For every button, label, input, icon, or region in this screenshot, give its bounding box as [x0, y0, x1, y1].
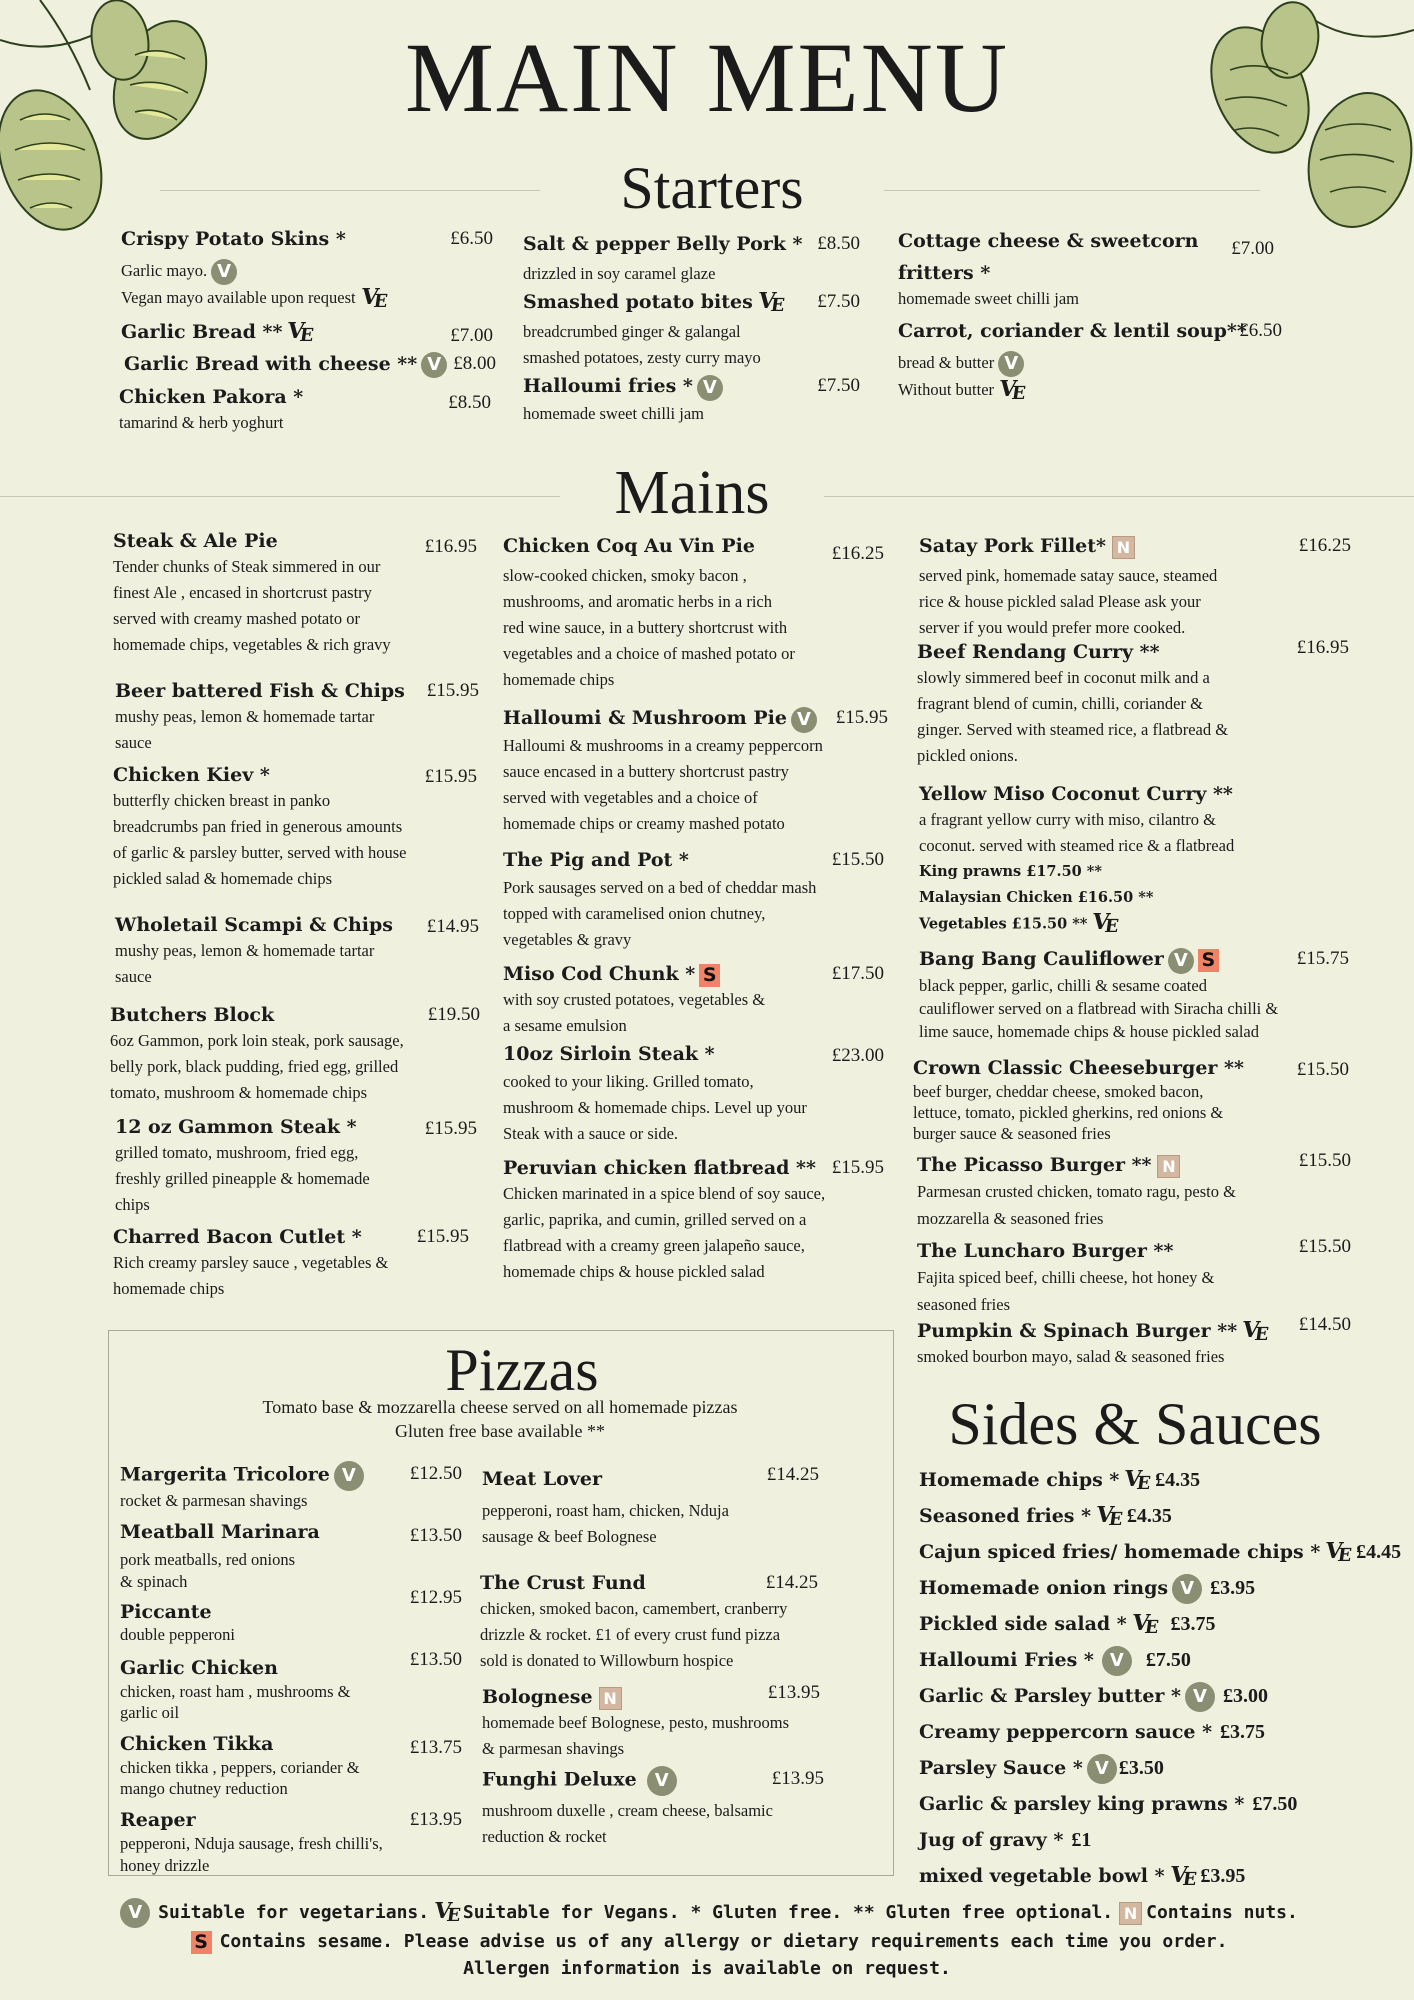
starters-heading: Starters — [540, 158, 884, 218]
menu-item: Charred Bacon Cutlet * £15.95 Rich creamy parsley sauce , vegetables & homemade chips — [113, 1226, 469, 1298]
menu-item: Bolognese N £13.95 homemade beef Bolognese, pesto, mushrooms & parmesan shavings — [482, 1682, 820, 1758]
vegan-icon: VE — [1090, 909, 1117, 937]
vegan-icon: VE — [1094, 1501, 1121, 1530]
menu-item: Crispy Potato Skins * £6.50 Garlic mayo. V Vegan mayo available upon request VE — [121, 228, 493, 312]
menu-item: Garlic Bread with cheese ** V £8.00 — [124, 351, 496, 379]
menu-item: Chicken Coq Au Vin Pie £16.25 slow-cooked chicken, smoky bacon , mushrooms, and aromatic herbs in a rich red wine sauce, in a buttery shortcrust with vegetables and a choice of mashed potato or homemade chips — [503, 535, 884, 689]
side-item: Parsley Sauce * V £3.50 — [919, 1750, 1399, 1786]
nuts-icon: N — [599, 1687, 622, 1710]
legend-line-1: V Suitable for vegetarians. VE Suitable for Vegans. * Gluten free. ** Gluten free optional. N Contains nuts. — [0, 1898, 1414, 1928]
menu-item: Chicken Tikka £13.75 chicken tikka , peppers, coriander & mango chutney reduction — [120, 1733, 462, 1798]
menu-item: Peruvian chicken flatbread ** £15.95 Chicken marinated in a spice blend of soy sauce, garlic, paprika, and cumin, grilled served on a flatbread with a creamy green jalapeño sauce, homemade chips & house pickled salad — [503, 1156, 884, 1281]
menu-item: Salt & pepper Belly Pork * £8.50 drizzled in soy caramel glaze — [523, 233, 860, 283]
menu-item: Reaper £13.95 pepperoni, Nduja sausage, fresh chilli's, honey drizzle — [120, 1809, 462, 1875]
sides-heading: Sides & Sauces — [925, 1394, 1345, 1454]
side-item: Halloumi Fries * V £7.50 — [919, 1642, 1399, 1678]
side-item: mixed vegetable bowl * VE £3.95 — [919, 1861, 1246, 1890]
menu-item: The Pig and Pot * £15.50 Pork sausages served on a bed of cheddar mash topped with caramelised onion chutney, vegetables & gravy — [503, 848, 884, 949]
menu-item: Margerita Tricolore V £12.50 rocket & parmesan shavings — [120, 1463, 462, 1510]
pizzas-col-2 — [482, 1466, 822, 1850]
nuts-icon: N — [1157, 1155, 1180, 1178]
menu-item: Chicken Pakora * £8.50 tamarind & herb yoghurt — [119, 386, 491, 433]
option-king-prawns: King prawns £17.50 ** — [919, 863, 1102, 880]
pizzas-subheading: Tomato base & mozzarella cheese served on all homemade pizzas — [262, 1397, 738, 1417]
menu-item: Bang Bang Cauliflower V S £15.75 black pepper, garlic, chilli & sesame coated cauliflower served on a flatbread with Siracha chilli & lime sauce, homemade chips & house pickled salad — [919, 948, 1349, 1041]
vegan-icon: VE — [1168, 1861, 1194, 1890]
side-item: Jug of gravy * £1 — [919, 1829, 1092, 1851]
menu-item: Halloumi fries * V £7.50 homemade sweet chilli jam — [523, 375, 860, 423]
vegetarian-icon: V — [421, 352, 447, 378]
menu-item: 12 oz Gammon Steak * £15.95 grilled tomato, mushroom, fried egg, freshly grilled pineapple & homemade chips — [115, 1116, 477, 1214]
side-item: Cajun spiced fries/ homemade chips * VE £4.45 — [919, 1537, 1402, 1566]
page-title: MAIN MENU — [404, 22, 1010, 133]
vegetarian-icon: V — [1102, 1646, 1132, 1676]
menu-item: Meatball Marinara £13.50 pork meatballs, red onions & spinach — [120, 1521, 462, 1591]
menu-item: The Crust Fund £14.25 chicken, smoked bacon, camembert, cranberry drizzle & rocket. £1 of every crust fund pizza sold is donated to Willowburn hospice — [480, 1572, 818, 1670]
vegetarian-icon: V — [1185, 1682, 1215, 1712]
nuts-icon: N — [1112, 536, 1135, 559]
side-item: Pickled side salad * VE £3.75 — [919, 1609, 1216, 1638]
menu-item: Beef Rendang Curry ** £16.95 slowly simmered beef in coconut milk and a fragrant blend of cumin, chilli, coriander & ginger. Served with steamed rice, a flatbread & pickled onions. — [917, 637, 1349, 765]
vegan-icon: VE — [997, 375, 1024, 404]
sesame-icon: S — [191, 1931, 212, 1954]
vegan-icon: VE — [359, 283, 385, 312]
legend-line-3: Allergen information is available on request. — [463, 1958, 951, 1979]
menu-item: Smashed potato bites VE £7.50 breadcrumbed ginger & galangal smashed potatoes, zesty curry mayo — [523, 288, 860, 367]
side-item: Homemade chips * VE £4.35 — [919, 1465, 1201, 1494]
side-item: Creamy peppercorn sauce * £3.75 — [919, 1721, 1266, 1743]
vegetarian-icon: V — [1087, 1754, 1117, 1784]
vegan-icon: VE — [1122, 1465, 1149, 1494]
menu-item: Garlic Chicken £13.50 chicken, roast ham , mushrooms & garlic oil — [120, 1649, 462, 1722]
mains-heading: Mains — [560, 462, 824, 524]
menu-item: Butchers Block £19.50 6oz Gammon, pork loin steak, pork sausage, belly pork, black pudding, fried egg, grilled tomato, mushroom & homemade chips — [110, 1004, 480, 1102]
legend-line-2: S Contains sesame. Please advise us of any allergy or dietary requirements each time you order. — [0, 1928, 1414, 1955]
sesame-icon: S — [699, 964, 720, 987]
nuts-icon: N — [1119, 1902, 1142, 1925]
starters-col-2 — [523, 231, 860, 427]
menu-item: Satay Pork Fillet* N £16.25 served pink, homemade satay sauce, steamed rice & house pickled salad Please ask your server if you would prefer more cooked. — [919, 535, 1351, 637]
vegetarian-icon: V — [647, 1766, 677, 1796]
vegetarian-icon: V — [1172, 1574, 1202, 1604]
sesame-icon: S — [1198, 949, 1219, 972]
starters-col-1 — [119, 226, 496, 436]
pizzas-heading: Pizzas — [445, 1337, 599, 1403]
vegetarian-icon: V — [211, 259, 237, 285]
mains-col-3 — [913, 533, 1351, 1368]
vegan-icon: VE — [285, 317, 312, 346]
option-vegetables: Vegetables £15.50 ** — [919, 915, 1088, 933]
menu-item: Garlic Bread ** VE £7.00 — [121, 317, 493, 346]
menu-item: Steak & Ale Pie £16.95 Tender chunks of Steak simmered in our finest Ale , encased in shortcrust pastry served with creamy mashed potato or homemade chips, vegetables & rich gravy — [113, 530, 477, 654]
menu-item: Wholetail Scampi & Chips £14.95 mushy peas, lemon & homemade tartar sauce — [115, 914, 479, 986]
menu-item: Crown Classic Cheeseburger ** £15.50 beef burger, cheddar cheese, smoked bacon, lettuce, tomato, pickled gherkins, red onions & burger sauce & seasoned fries — [913, 1056, 1349, 1143]
sides-list — [919, 1462, 1402, 1894]
option-malaysian-chicken: Malaysian Chicken £16.50 ** — [919, 889, 1154, 906]
menu-item: The Luncharo Burger ** £15.50 Fajita spiced beef, chilli cheese, hot honey & seasoned fries — [917, 1235, 1351, 1314]
side-item: Garlic & parsley king prawns * £7.50 — [919, 1793, 1298, 1815]
side-item: Seasoned fries * VE £4.35 — [919, 1501, 1172, 1530]
vegetarian-icon: V — [120, 1898, 150, 1928]
menu-item: Funghi Deluxe V £13.95 mushroom duxelle , cream cheese, balsamic reduction & rocket — [482, 1768, 824, 1846]
starters-col-3 — [898, 228, 1282, 405]
menu-item: Carrot, coriander & lentil soup** £6.50 bread & butter V Without butter VE — [898, 320, 1282, 404]
mains-col-2 — [503, 533, 888, 1285]
pizzas-gluten-note: Gluten free base available ** — [395, 1421, 605, 1441]
menu-item: Cottage cheese & sweetcorn £7.00 fritters * homemade sweet chilli jam — [898, 230, 1274, 308]
menu-item: Piccante £12.95 double pepperoni — [120, 1587, 462, 1644]
menu-item: Beer battered Fish & Chips £15.95 mushy peas, lemon & homemade tartar sauce — [115, 680, 479, 752]
menu-item: The Picasso Burger ** N £15.50 Parmesan crusted chicken, tomato ragu, pesto & mozzarella & seasoned fries — [917, 1149, 1351, 1228]
vegetarian-icon: V — [791, 707, 817, 733]
menu-item: Halloumi & Mushroom Pie V £15.95 Halloumi & mushrooms in a creamy peppercorn sauce encased in a buttery shortcrust pastry served with vegetables and a choice of homemade chips or creamy mashed potato — [503, 707, 888, 833]
menu-item: Yellow Miso Coconut Curry ** a fragrant yellow curry with miso, cilantro & coconut. served with steamed rice & a flatbread King prawns £17.50 ** Malaysian Chicken £16.50 ** Vegetables £15.50 ** VE — [919, 781, 1351, 938]
vegan-icon: VE — [1240, 1316, 1267, 1345]
pizzas-col-1 — [120, 1461, 460, 1877]
vegan-icon: VE — [1130, 1609, 1156, 1638]
vegetarian-icon: V — [1168, 948, 1194, 974]
menu-item: Chicken Kiev * £15.95 butterfly chicken breast in panko breadcrumbs pan fried in generous amounts of garlic & parsley butter, served with house pickled salad & homemade chips — [113, 764, 477, 888]
menu-item: Miso Cod Chunk * S £17.50 with soy crusted potatoes, vegetables & a sesame emulsion — [503, 962, 884, 1035]
vegan-icon: VE — [756, 288, 782, 316]
menu-item: Pumpkin & Spinach Burger ** VE £14.50 smoked bourbon mayo, salad & seasoned fries — [917, 1313, 1351, 1366]
menu-item: 10oz Sirloin Steak * £23.00 cooked to your liking. Grilled tomato, mushroom & homemade chips. Level up your Steak with a sauce or side. — [503, 1042, 884, 1143]
menu-item: Meat Lover £14.25 pepperoni, roast ham, chicken, Nduja sausage & beef Bolognese — [482, 1464, 819, 1546]
vegetarian-icon: V — [334, 1461, 364, 1491]
vegan-icon: VE — [432, 1897, 459, 1926]
side-item: Garlic & Parsley butter * V £3.00 — [919, 1678, 1399, 1714]
vegetarian-icon: V — [998, 351, 1024, 377]
vegan-icon: VE — [1323, 1537, 1350, 1566]
side-item: Homemade onion rings V £3.95 — [919, 1570, 1399, 1606]
vegetarian-icon: V — [697, 375, 723, 401]
mains-col-1 — [110, 528, 480, 1302]
